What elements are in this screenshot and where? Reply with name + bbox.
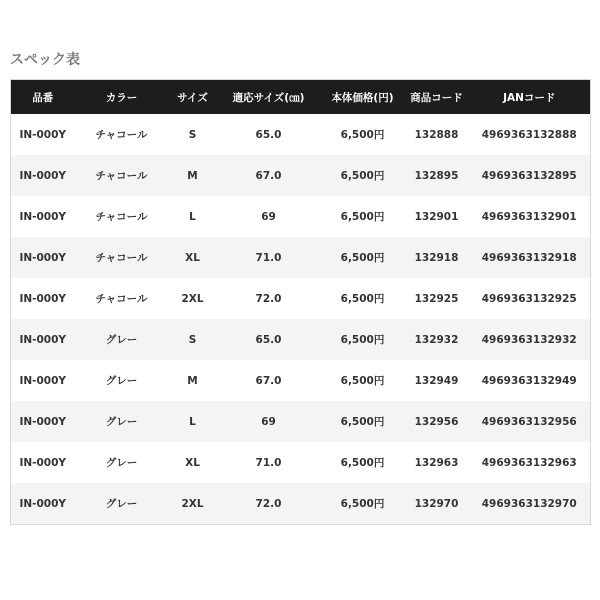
cell-price: 6,500円	[321, 237, 405, 278]
cell-product-code: 132932	[405, 319, 469, 360]
cell-size: L	[169, 401, 217, 442]
cell-size: M	[169, 360, 217, 401]
header-jan-code: JANコード	[469, 80, 591, 115]
table-row	[11, 278, 591, 319]
cell-fit-size: 67.0	[217, 360, 321, 401]
spec-table	[10, 79, 591, 525]
cell-product-code: 132925	[405, 278, 469, 319]
cell-price: 6,500円	[321, 196, 405, 237]
cell-product-code: 132949	[405, 360, 469, 401]
cell-jan-code: 4969363132925	[469, 278, 591, 319]
spec-table-body	[11, 114, 591, 525]
header-fit-size: 適応サイズ(㎝)	[217, 80, 321, 115]
cell-color: チャコール	[75, 155, 169, 196]
cell-product-number: IN-000Y	[11, 237, 75, 278]
cell-price: 6,500円	[321, 114, 405, 155]
header-price: 本体価格(円)	[321, 80, 405, 115]
cell-product-number: IN-000Y	[11, 278, 75, 319]
header-row	[11, 80, 591, 115]
spec-table-header	[11, 80, 591, 115]
cell-color: チャコール	[75, 114, 169, 155]
cell-price: 6,500円	[321, 278, 405, 319]
table-row	[11, 155, 591, 196]
cell-fit-size: 67.0	[217, 155, 321, 196]
cell-color: チャコール	[75, 237, 169, 278]
header-size: サイズ	[169, 80, 217, 115]
cell-fit-size: 72.0	[217, 278, 321, 319]
cell-fit-size: 71.0	[217, 237, 321, 278]
cell-jan-code: 4969363132956	[469, 401, 591, 442]
table-row	[11, 360, 591, 401]
cell-size: XL	[169, 442, 217, 483]
cell-size: M	[169, 155, 217, 196]
cell-size: 2XL	[169, 278, 217, 319]
table-row	[11, 319, 591, 360]
cell-product-code: 132895	[405, 155, 469, 196]
cell-color: グレー	[75, 401, 169, 442]
cell-jan-code: 4969363132970	[469, 483, 591, 525]
table-row	[11, 442, 591, 483]
cell-size: 2XL	[169, 483, 217, 525]
cell-product-code: 132888	[405, 114, 469, 155]
cell-product-code: 132901	[405, 196, 469, 237]
cell-price: 6,500円	[321, 155, 405, 196]
header-product-code: 商品コード	[405, 80, 469, 115]
cell-product-number: IN-000Y	[11, 442, 75, 483]
cell-price: 6,500円	[321, 319, 405, 360]
cell-product-number: IN-000Y	[11, 155, 75, 196]
cell-jan-code: 4969363132963	[469, 442, 591, 483]
cell-price: 6,500円	[321, 360, 405, 401]
cell-product-number: IN-000Y	[11, 483, 75, 525]
table-row	[11, 237, 591, 278]
cell-price: 6,500円	[321, 483, 405, 525]
cell-product-number: IN-000Y	[11, 319, 75, 360]
cell-price: 6,500円	[321, 442, 405, 483]
cell-fit-size: 65.0	[217, 319, 321, 360]
cell-price: 6,500円	[321, 401, 405, 442]
cell-jan-code: 4969363132949	[469, 360, 591, 401]
cell-product-code: 132963	[405, 442, 469, 483]
cell-fit-size: 72.0	[217, 483, 321, 525]
cell-jan-code: 4969363132932	[469, 319, 591, 360]
cell-size: S	[169, 319, 217, 360]
cell-product-number: IN-000Y	[11, 401, 75, 442]
spec-table-title: スペック表	[10, 52, 80, 68]
cell-color: グレー	[75, 319, 169, 360]
cell-color: グレー	[75, 442, 169, 483]
cell-jan-code: 4969363132895	[469, 155, 591, 196]
cell-product-number: IN-000Y	[11, 114, 75, 155]
table-row	[11, 401, 591, 442]
cell-product-number: IN-000Y	[11, 196, 75, 237]
header-product-number: 品番	[11, 80, 75, 115]
cell-size: S	[169, 114, 217, 155]
cell-color: グレー	[75, 483, 169, 525]
table-row	[11, 483, 591, 525]
cell-jan-code: 4969363132918	[469, 237, 591, 278]
header-color: カラー	[75, 80, 169, 115]
cell-size: L	[169, 196, 217, 237]
cell-fit-size: 69	[217, 196, 321, 237]
cell-color: グレー	[75, 360, 169, 401]
cell-fit-size: 71.0	[217, 442, 321, 483]
cell-jan-code: 4969363132901	[469, 196, 591, 237]
cell-color: チャコール	[75, 278, 169, 319]
cell-jan-code: 4969363132888	[469, 114, 591, 155]
table-row	[11, 114, 591, 155]
cell-size: XL	[169, 237, 217, 278]
cell-product-code: 132956	[405, 401, 469, 442]
cell-fit-size: 69	[217, 401, 321, 442]
cell-fit-size: 65.0	[217, 114, 321, 155]
cell-product-code: 132970	[405, 483, 469, 525]
cell-product-code: 132918	[405, 237, 469, 278]
cell-color: チャコール	[75, 196, 169, 237]
table-row	[11, 196, 591, 237]
cell-product-number: IN-000Y	[11, 360, 75, 401]
